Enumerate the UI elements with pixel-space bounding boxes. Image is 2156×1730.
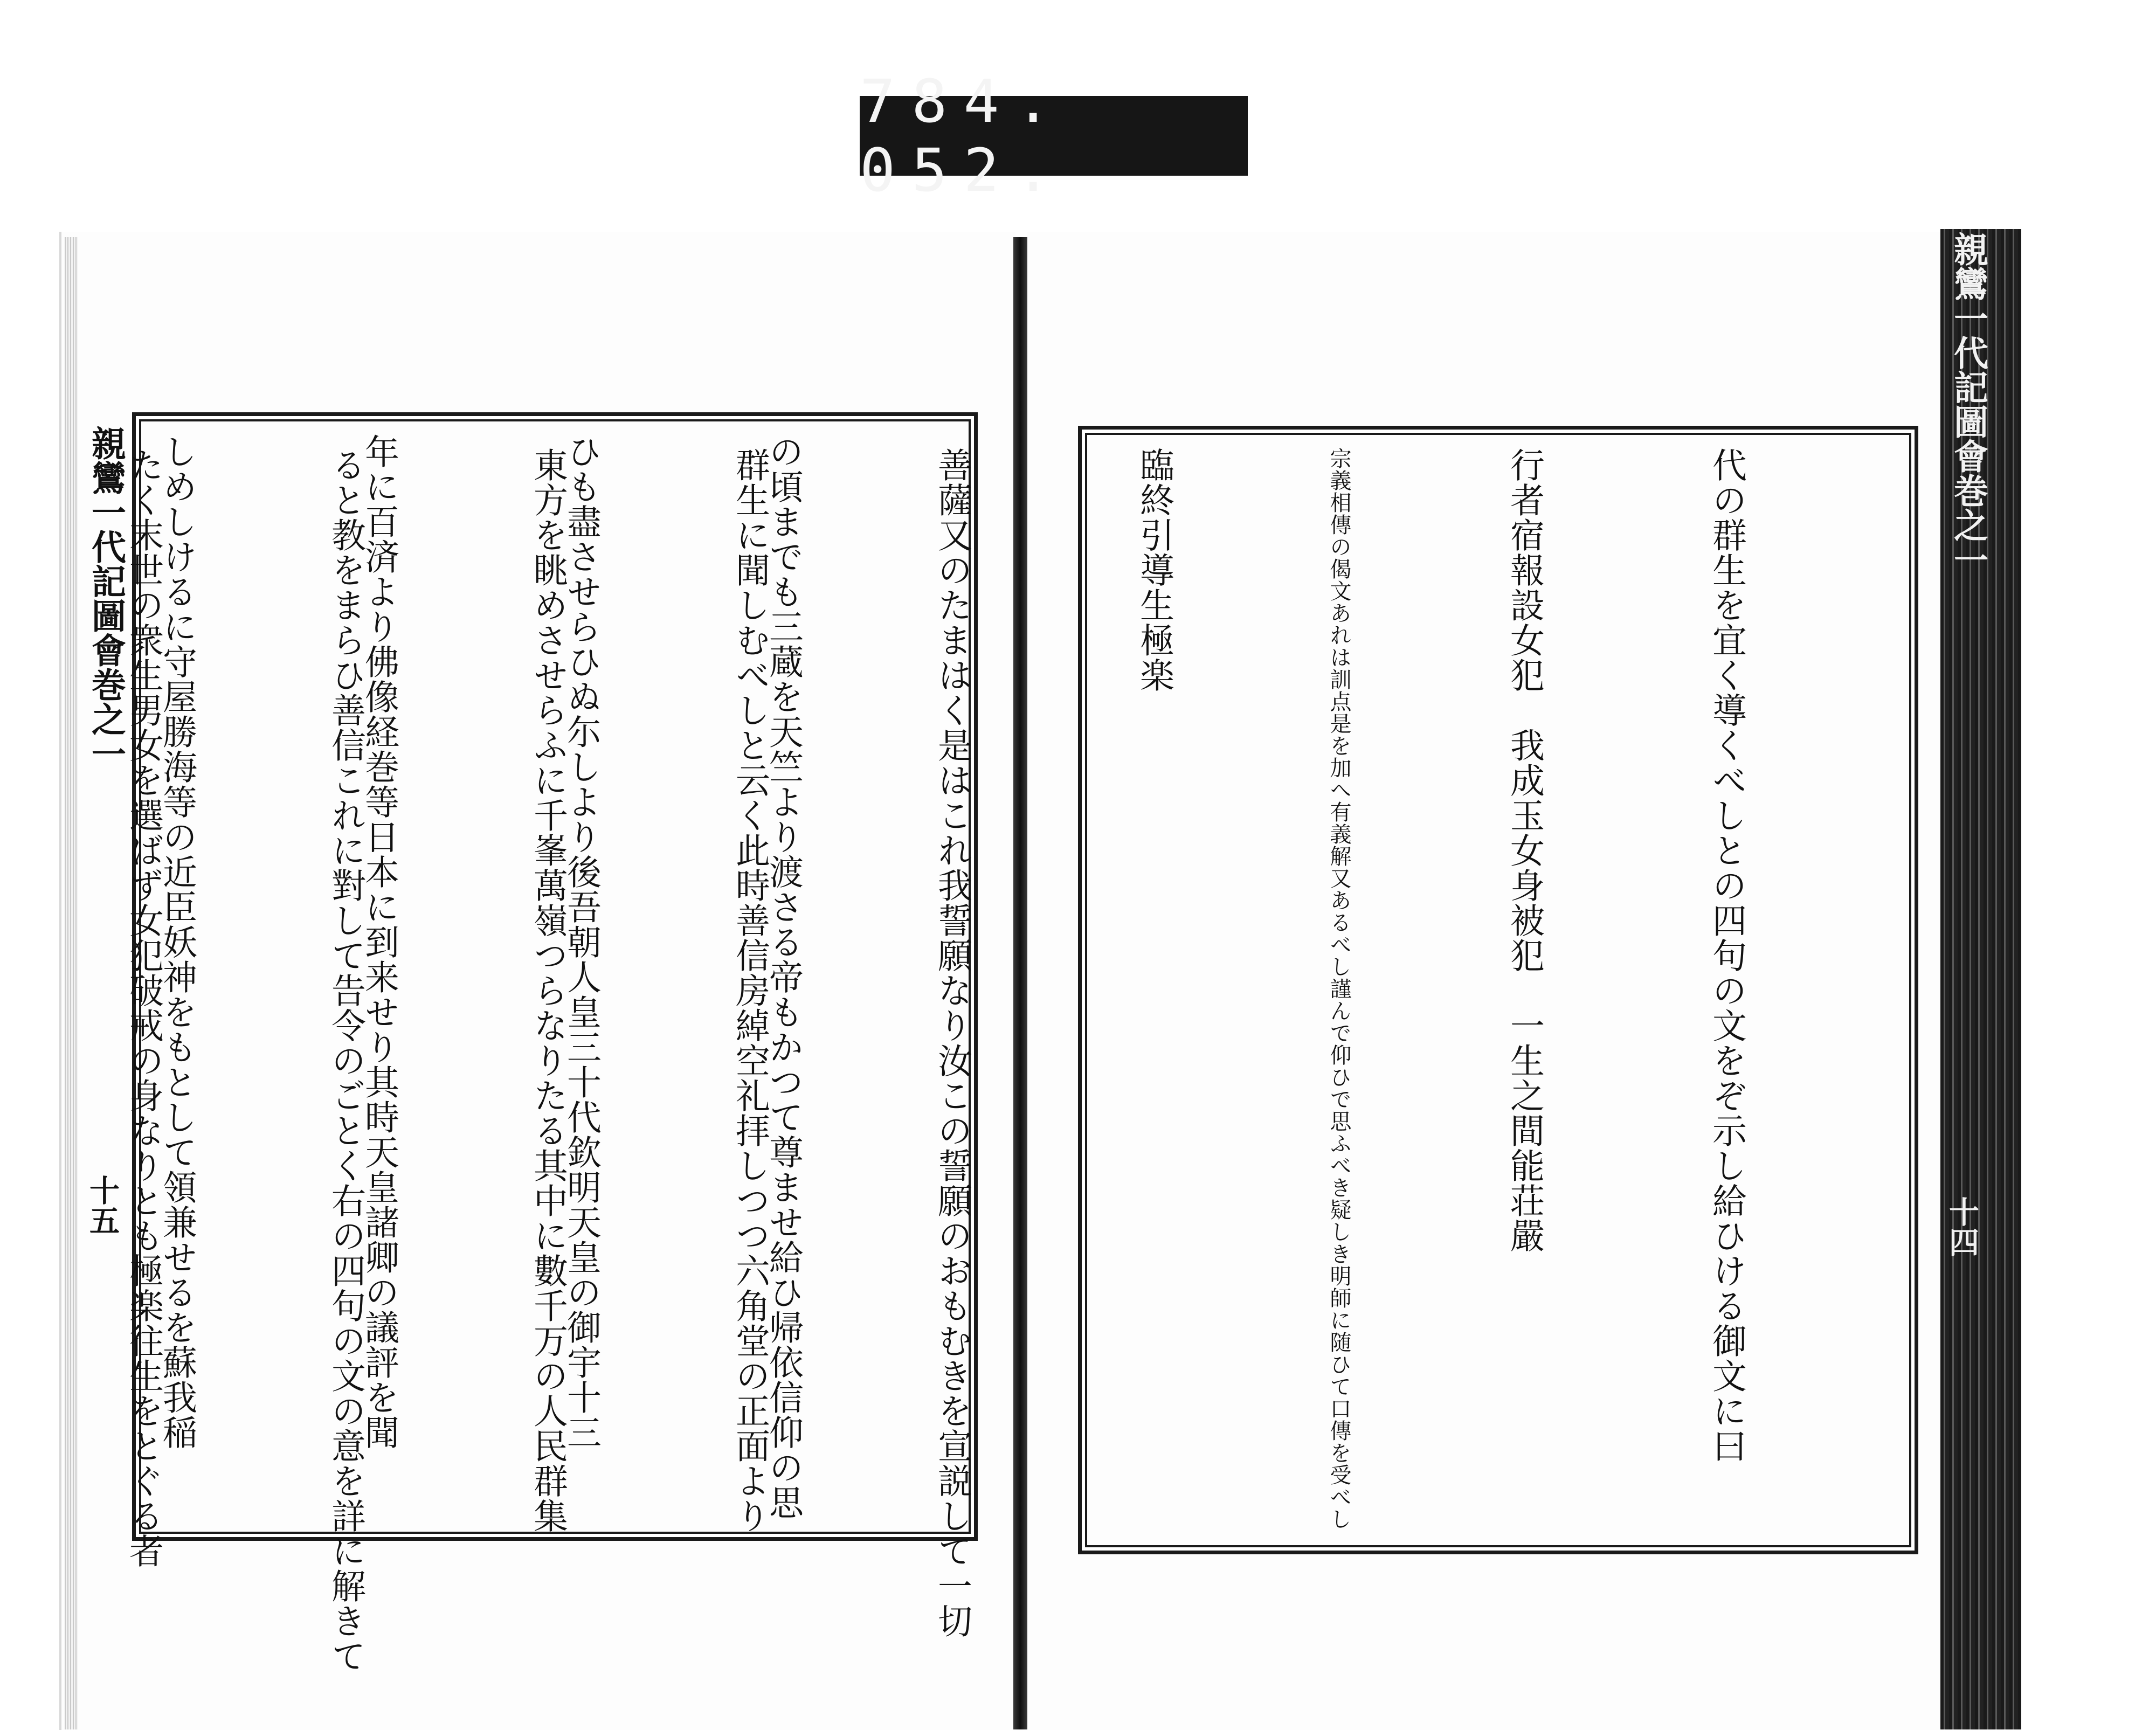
text-column: 群生に聞しむべしと云く此時善信房綽空礼拝しつつ六角堂の正面より [730,447,770,1533]
verse-line: 行者宿報設女犯 我成玉女身被犯 一生之間能荘嚴 [1504,447,1544,1253]
right-page-header: 親鸞一代記圖會巻之一 [1948,232,1988,577]
right-page-folio: 十四 [1944,1196,1980,1257]
text-column: たく末世の衆生男女を選ばず女犯破戒の身なりとも極楽往生をとぐる者 [123,447,163,1568]
text-column: 善薩又のたまはく是はこれ我誓願なり汝この誓願のおもむきを宣説して一切 [932,447,972,1638]
left-page-header: 親鸞一代記圖會巻之一 [86,426,126,771]
catalog-label [860,67,1248,205]
catalog-number: 784. 052. [860,67,1067,205]
text-column: ひも盡させらひぬ尓しより後吾朝人皇三十代欽明天皇の御宇十三 [561,434,601,1450]
annotation-note: 宗義相傳の偈文あれは訓点是を加へ有義解又あるべし謹んで仰ひで思ふべき疑しき明師に随ひて口傳を受べし [1326,447,1351,1530]
verse-line: 臨終引導生極楽 [1134,447,1174,693]
text-column: しめしけるに守屋勝海等の近臣妖神をもとして領兼せるを蘇我稲 [157,434,197,1450]
text-column: の頃までも三蔵を天竺より渡さる帝もかつて尊ませ給ひ帰依信仰の思 [763,434,803,1520]
text-column: ると教をまらひ善信これに對して告令のごとく右の四句の文の意を詳に解きて [326,447,365,1673]
text-column: 東方を眺めさせらふに千峯萬嶺つらなりたる其中に數千万の人民群集 [528,447,568,1533]
left-page-folio: 十五 [85,1175,120,1235]
text-column: 代の群生を宜く導くべしとの四句の文をぞ示し給ひける御文に曰 [1706,447,1746,1463]
text-column: 年に百済より佛像経巻等日本に到来せり其時天皇諸卿の議評を聞 [359,434,399,1450]
